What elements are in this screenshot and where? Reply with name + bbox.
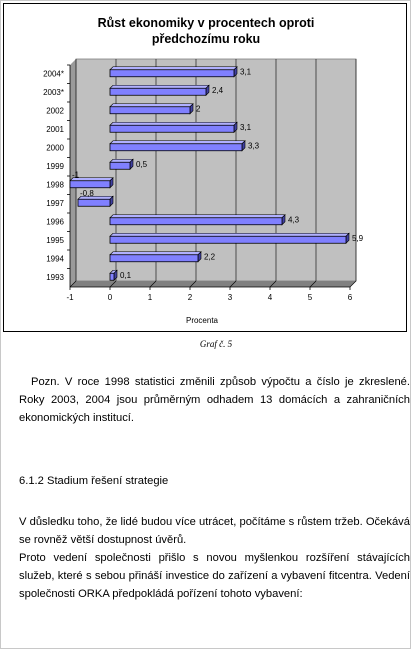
x-tick-label: 0 xyxy=(107,293,113,302)
x-axis-label: Procenta xyxy=(185,316,219,325)
data-label: 2,2 xyxy=(204,252,216,262)
bar xyxy=(110,125,234,132)
bar xyxy=(110,218,282,225)
bar xyxy=(110,70,234,77)
bar-top xyxy=(110,252,201,255)
data-label: -1 xyxy=(72,170,80,180)
bar-chart xyxy=(4,4,408,331)
bar-top xyxy=(110,215,285,218)
category-label: 1993 xyxy=(46,272,64,282)
x-tick-label: 4 xyxy=(267,293,273,302)
bar xyxy=(110,236,346,243)
bar-top xyxy=(110,233,349,236)
x-tick-label: 1 xyxy=(147,293,153,302)
bar xyxy=(110,162,130,169)
body-paragraph-2: Proto vedení společnosti přišlo s novou myšlenkou rozšíření stávajících služeb, které s sebou přináší investice do zařízení a vybavení fitcentra. Vedení společnosti ORKA předpokládá pořízení tohoto vybavení: xyxy=(19,552,410,600)
bar-top xyxy=(110,104,193,107)
bar xyxy=(110,88,206,95)
category-label: 1998 xyxy=(46,180,64,190)
x-tick-label: -1 xyxy=(66,293,74,302)
bar xyxy=(78,199,110,206)
data-label: 3,1 xyxy=(240,122,252,132)
data-label: 5,9 xyxy=(352,233,364,243)
data-label: 2 xyxy=(196,104,201,114)
data-label: 0,1 xyxy=(120,270,132,280)
data-label: 3,3 xyxy=(248,141,260,151)
category-label: 1997 xyxy=(46,198,64,208)
category-label: 2001 xyxy=(46,124,64,134)
x-tick-label: 6 xyxy=(347,293,353,302)
category-label: 1995 xyxy=(46,235,64,245)
chart-title: Růst ekonomiky v procentech oproti předchozímu roku xyxy=(97,16,315,46)
bar-top xyxy=(110,122,237,125)
data-label: 0,5 xyxy=(136,159,148,169)
category-label: 1999 xyxy=(46,161,64,171)
data-label: 3,1 xyxy=(240,67,252,77)
data-label: 4,3 xyxy=(288,215,300,225)
chart-frame xyxy=(3,3,407,332)
bar xyxy=(110,255,198,262)
body-paragraph-1: V důsledku toho, že lidé budou více utrácet, počítáme s růstem tržeb. Očekává se rovněž větší dostupnost úvěrů. xyxy=(19,516,410,546)
category-label: 2002 xyxy=(46,106,64,116)
x-tick-label: 5 xyxy=(307,293,313,302)
figure-caption: Graf č. 5 xyxy=(199,339,233,349)
bar xyxy=(110,107,190,114)
bar-top xyxy=(110,159,133,162)
data-label: 2,4 xyxy=(212,85,224,95)
bar-top xyxy=(110,141,245,144)
category-label: 1994 xyxy=(46,254,64,264)
bar xyxy=(110,144,242,151)
bar xyxy=(110,273,114,280)
section-heading: 6.1.2 Stadium řešení strategie xyxy=(19,475,169,487)
bar-top xyxy=(110,85,209,88)
category-label: 2004* xyxy=(43,69,64,79)
note-paragraph: Pozn. V roce 1998 statistici změnili způsob výpočtu a číslo je zkreslené. Roky 2003, 2004 jsou průměrným odhadem 13 domácích a zahraničních ekonomických institucí. xyxy=(19,376,410,424)
x-tick-label: 3 xyxy=(227,293,233,302)
category-label: 1996 xyxy=(46,217,64,227)
category-label: 2003* xyxy=(43,87,64,97)
bar-top xyxy=(110,67,237,70)
bar xyxy=(70,181,110,188)
data-label: -0,8 xyxy=(80,188,94,198)
x-tick-label: 2 xyxy=(187,293,193,302)
category-label: 2000 xyxy=(46,143,64,153)
